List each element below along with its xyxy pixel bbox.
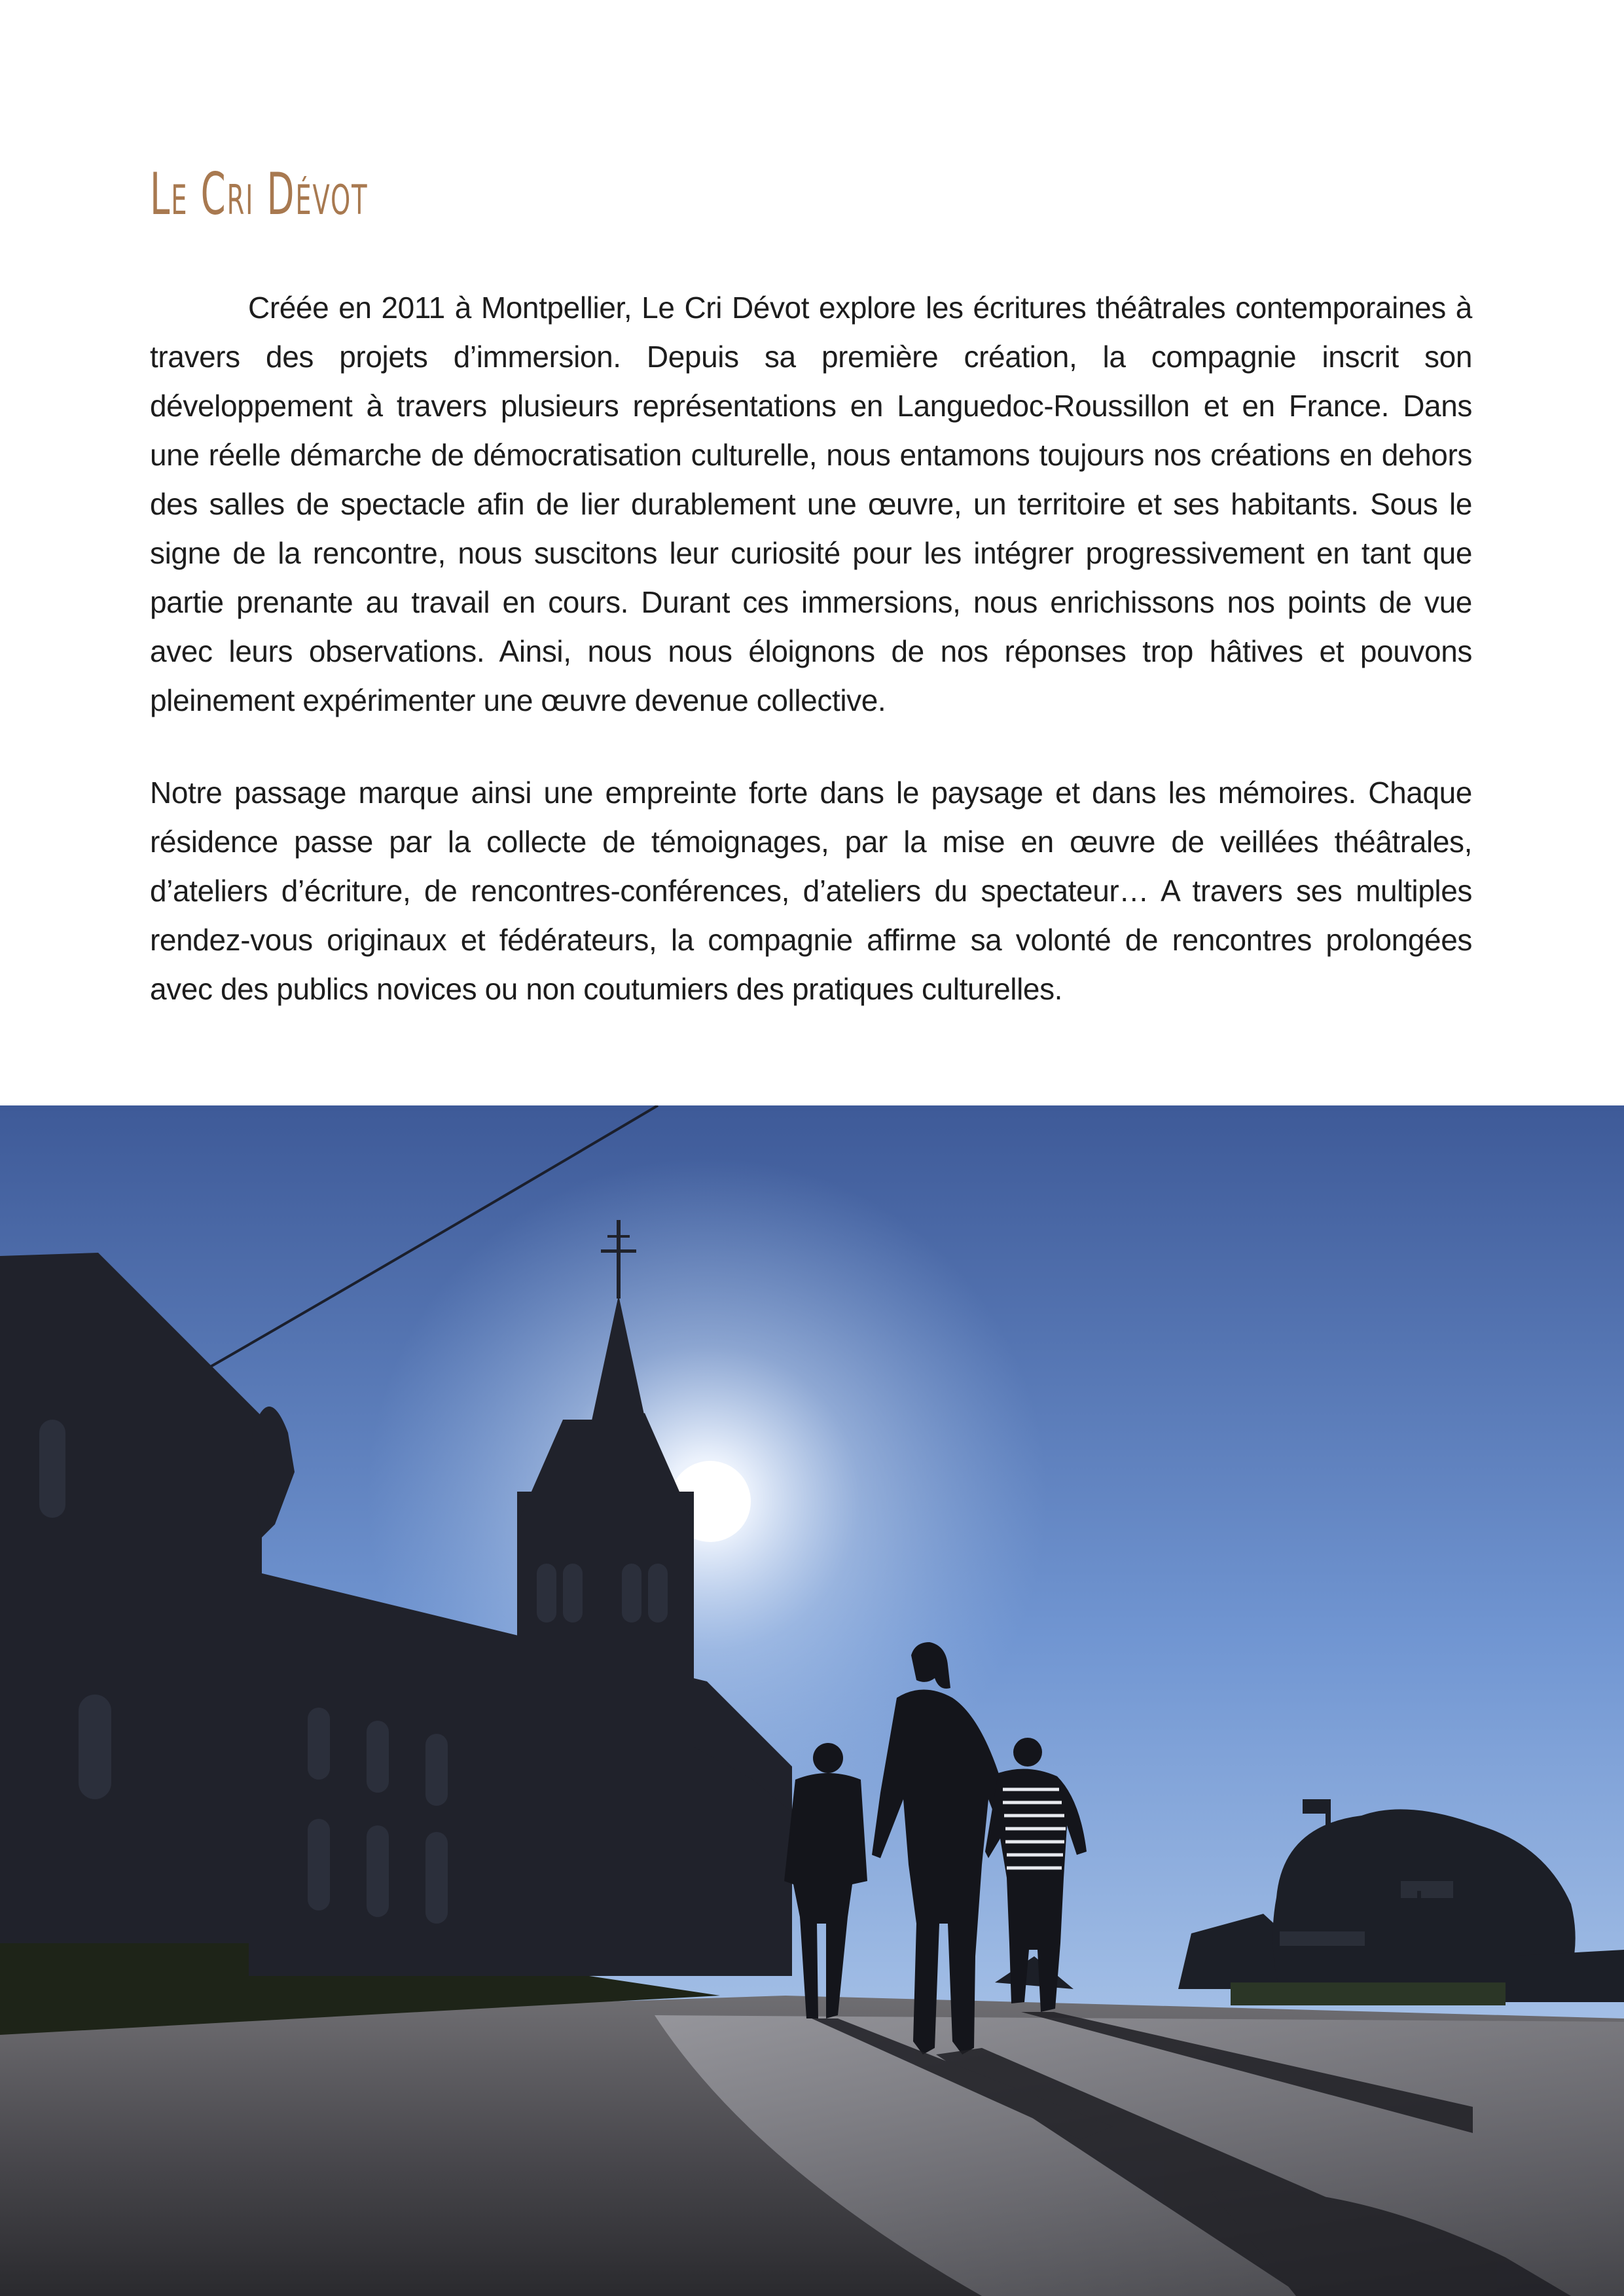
intro-paragraph: Créée en 2011 à Montpellier, Le Cri Dévot explore les écritures théâtrales contemporaines à travers des projets d’immersion. Depuis sa première création, la compagnie inscrit son développement à travers plusieurs représentations en Languedoc-Roussillon et en France. Dans une réelle démarche de démocratisation culturelle, nous entamons toujours nos créations en dehors des salles de spectacle afin de lier durablement une œuvre, un territoire et ses habitants. Sous le signe de la rencontre, nous suscitons leur curiosité pour les intégrer progressivement en tant que partie prenante au travail en cours. Durant ces immersions, nous enrichissons nos points de vue avec leurs observations. Ainsi, nous nous éloignons de nos réponses trop hâtives et pouvons pleinement expérimenter une œuvre devenue collective. <box>150 291 1472 717</box>
second-paragraph: Notre passage marque ainsi une empreinte forte dans le paysage et dans les mémoires. Chaque résidence passe par la collecte de témoignages, par la mise en œuvre de veillées théâtrales, d’ateliers d’écriture, de rencontres-conférences, d’ateliers du spectateur… A travers ses multiples rendez-vous originaux et fédérateurs, la compagnie affirme sa volonté de rencontres prolongées avec des publics novices ou non coutumiers des pratiques culturelles. <box>150 776 1472 1006</box>
page-title: Le Cri Dévot <box>150 160 369 228</box>
church-silhouette-photo <box>0 1105 1624 2296</box>
striped-shirt <box>1003 1789 1066 1868</box>
right-grass <box>1231 1982 1506 2005</box>
